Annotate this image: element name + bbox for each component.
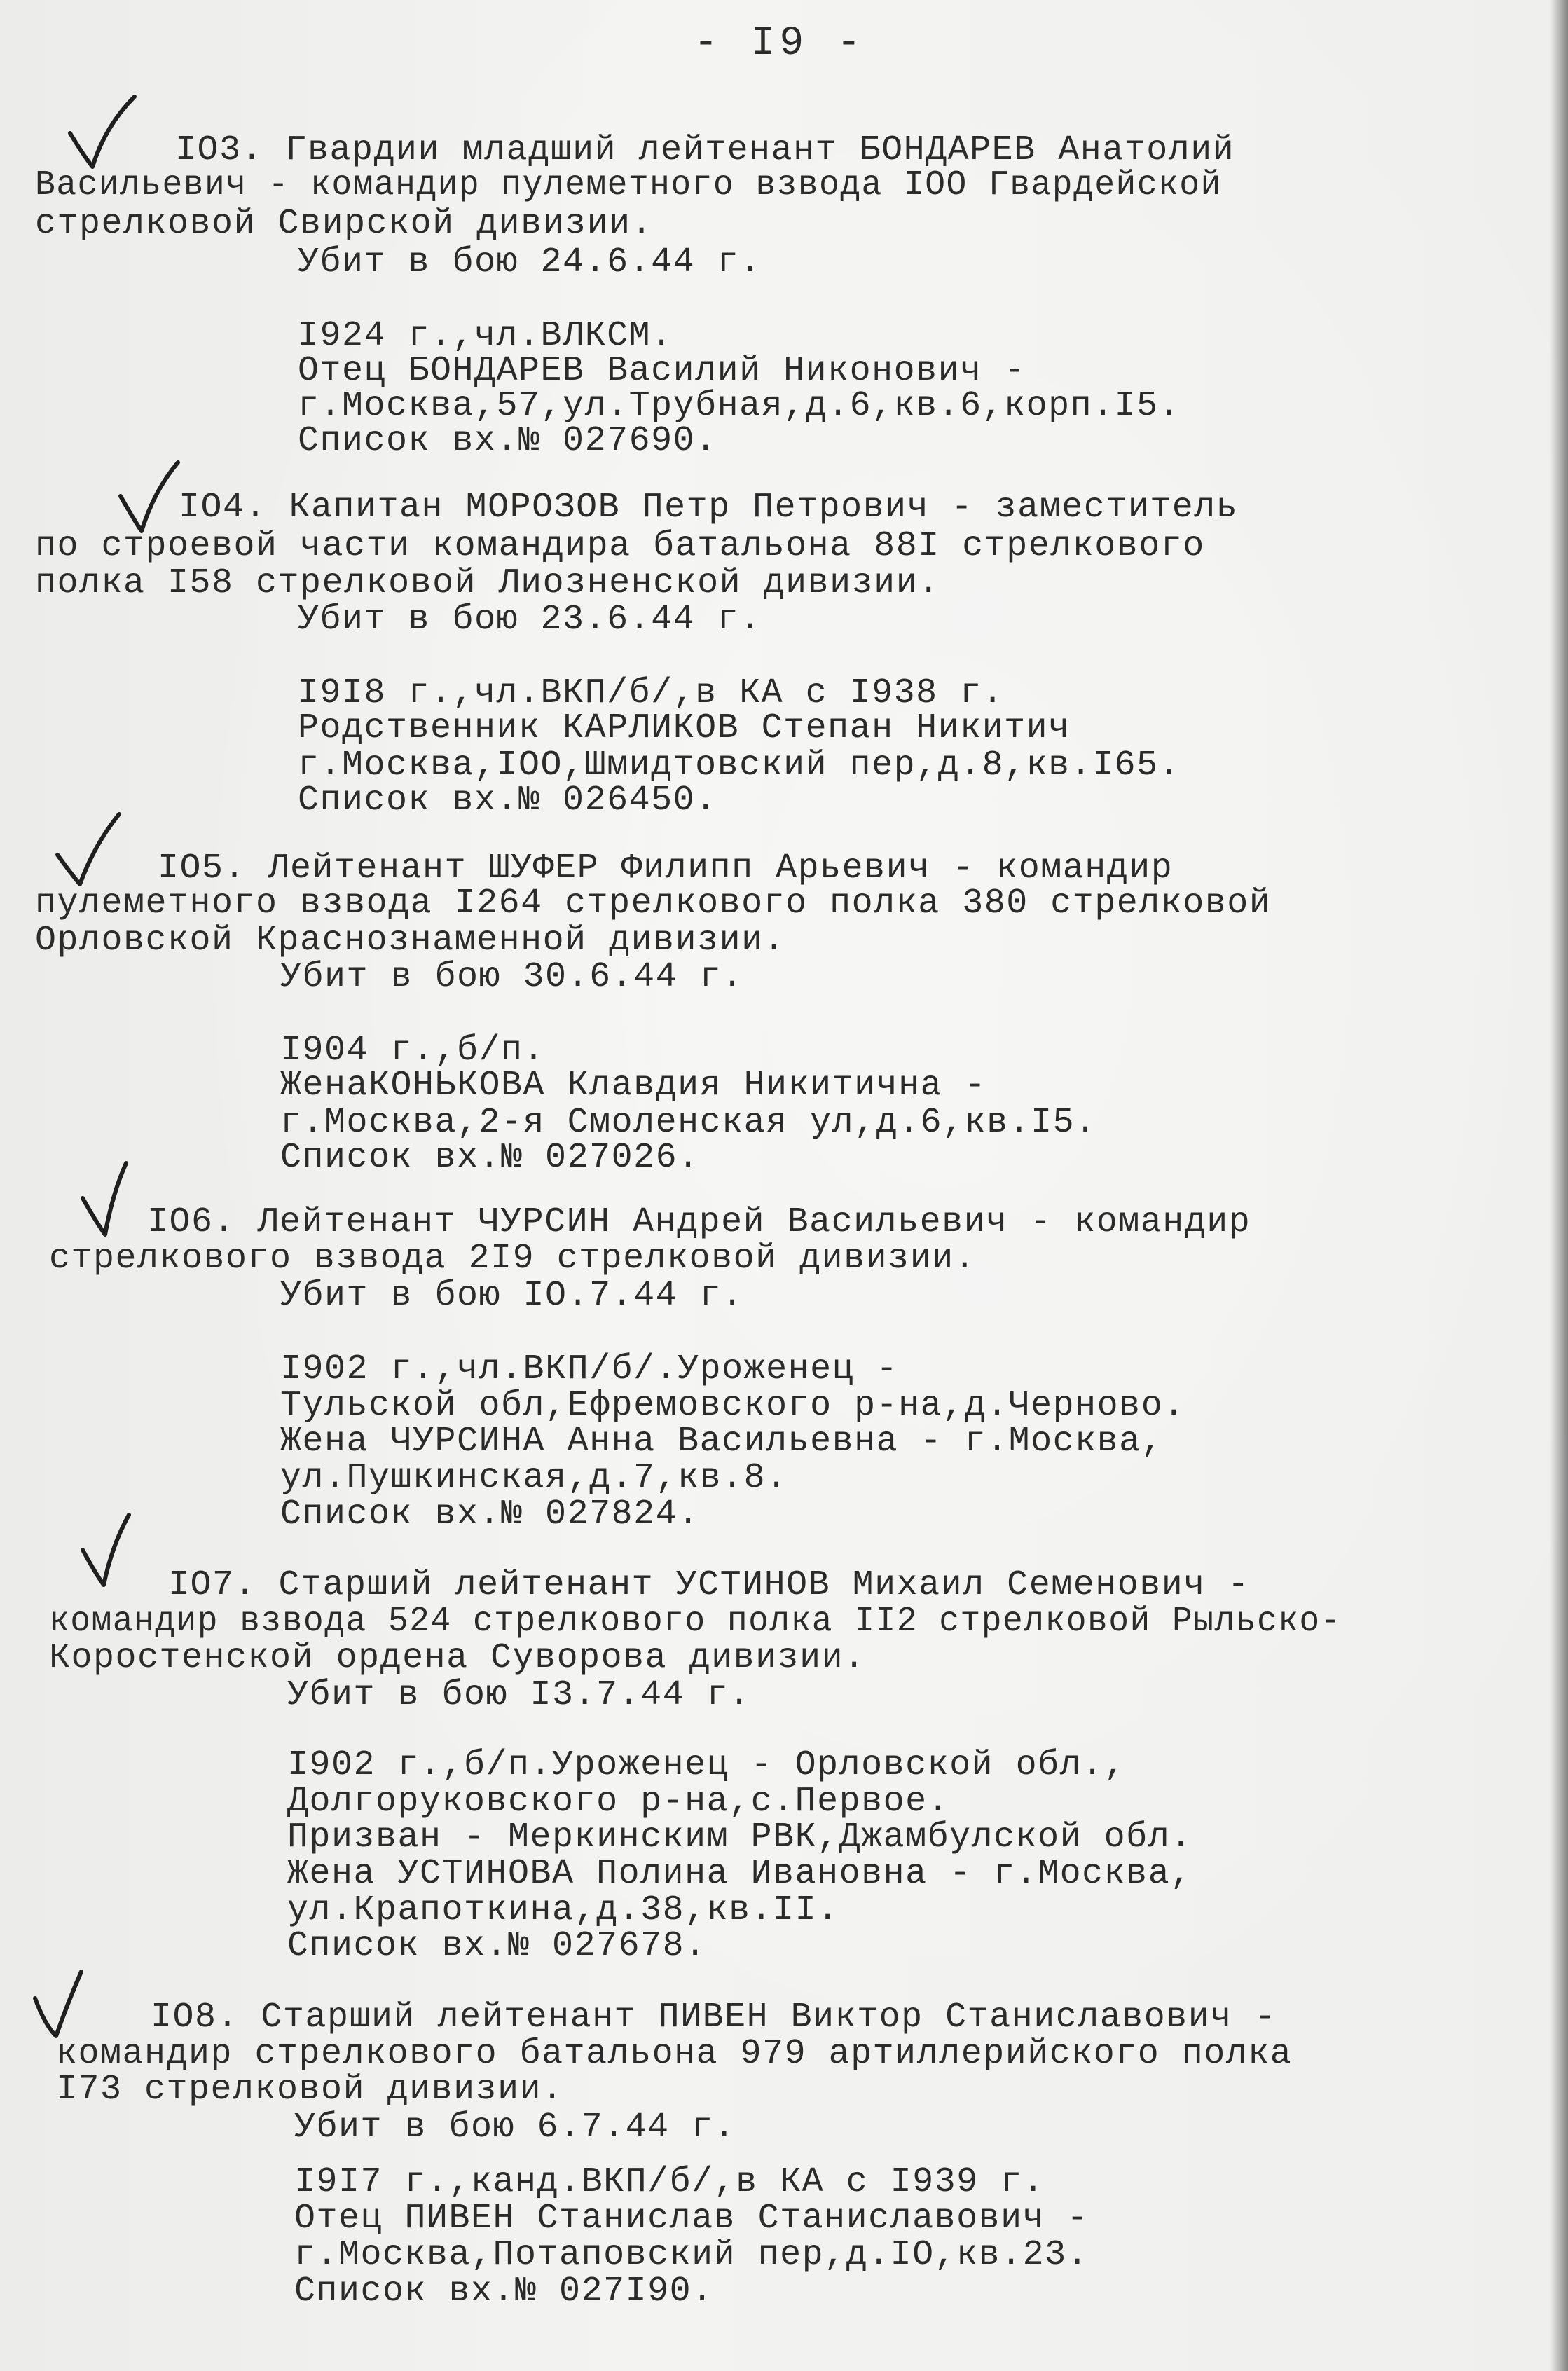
entry-105-line-8: Список вх.№ 027026. bbox=[280, 1138, 700, 1178]
entry-105-line-4: Убит в бою 30.6.44 г. bbox=[280, 957, 744, 997]
entry-108-line-4: Убит в бою 6.7.44 г. bbox=[294, 2108, 736, 2147]
entry-103-line-6: Отец БОНДАРЕВ Василий Никонович - bbox=[298, 351, 1026, 391]
entry-103-line-3: стрелковой Свирской дивизии. bbox=[35, 204, 654, 244]
entry-105-line-6: ЖенаКОНЬКОВА Клавдия Никитична - bbox=[280, 1066, 987, 1106]
entry-106-line-7: ул.Пушкинская,д.7,кв.8. bbox=[280, 1458, 788, 1498]
entry-106-line-8: Список вх.№ 027824. bbox=[280, 1494, 700, 1534]
entry-105-line-7: г.Москва,2-я Смоленская ул,д.6,кв.I5. bbox=[280, 1103, 1097, 1143]
entry-107-line-2: командир взвода 524 стрелкового полка II2 стрелковой Рыльско- bbox=[49, 1602, 1342, 1642]
entry-107-line-1: IO7. Старший лейтенант УСТИНОВ Михаил Семенович - bbox=[168, 1565, 1250, 1605]
entry-108-line-2: командир стрелкового батальона 979 артиллерийского полка bbox=[56, 2034, 1293, 2074]
entry-104-line-5: I9I8 г.,чл.ВКП/б/,в КА с I938 г. bbox=[298, 673, 1005, 713]
entry-105-line-2: пулеметного взвода I264 стрелкового полка 380 стрелковой bbox=[35, 884, 1272, 923]
entry-108-line-6: Отец ПИВЕН Станислав Станиславович - bbox=[294, 2199, 1089, 2239]
entry-108-line-1: IO8. Старший лейтенант ПИВЕН Виктор Станиславович - bbox=[151, 1998, 1277, 2037]
entry-106-line-3: Убит в бою IO.7.44 г. bbox=[280, 1276, 744, 1316]
entry-107-line-9: ул.Крапоткина,д.38,кв.II. bbox=[287, 1890, 839, 1930]
entry-104-line-6: Родственник КАРЛИКОВ Степан Никитич bbox=[298, 708, 1071, 748]
entry-103-line-2: Васильевич - командир пулеметного взвода IOO Гвардейской bbox=[35, 165, 1222, 205]
entry-107-line-5: I902 г.,б/п.Уроженец - Орловской обл., bbox=[287, 1745, 1127, 1785]
entry-107-line-7: Призван - Меркинским РВК,Джамбулской обл. bbox=[287, 1817, 1192, 1857]
entry-104-line-4: Убит в бою 23.6.44 г. bbox=[298, 600, 762, 640]
entry-108-line-8: Список вх.№ 027I90. bbox=[294, 2272, 714, 2311]
entry-103-line-1: IO3. Гвардии младший лейтенант БОНДАРЕВ Анатолий bbox=[175, 130, 1235, 170]
entry-104-line-3: полка I58 стрелковой Лиозненской дивизии. bbox=[35, 563, 940, 603]
entry-106-line-4: I902 г.,чл.ВКП/б/.Уроженец - bbox=[280, 1349, 899, 1389]
entry-105-line-1: IO5. Лейтенант ШУФЕР Филипп Арьевич - командир bbox=[158, 848, 1174, 888]
entry-108-line-5: I9I7 г.,канд.ВКП/б/,в КА с I939 г. bbox=[294, 2162, 1045, 2202]
entry-107-line-3: Коростенской ордена Суворова дивизии. bbox=[49, 1638, 866, 1678]
entry-107-line-8: Жена УСТИНОВА Полина Ивановна - г.Москва, bbox=[287, 1854, 1192, 1894]
entry-108-line-3: I73 стрелковой дивизии. bbox=[56, 2070, 564, 2110]
entry-103-line-4: Убит в бою 24.6.44 г. bbox=[298, 242, 762, 282]
entry-105-line-5: I904 г.,б/п. bbox=[280, 1031, 546, 1071]
entry-104-line-2: по строевой части командира батальона 88I стрелкового bbox=[35, 526, 1205, 566]
entry-104-line-1: IO4. Капитан МОРОЗОВ Петр Петрович - заместитель bbox=[179, 488, 1239, 528]
entry-103-line-5: I924 г.,чл.ВЛКСМ. bbox=[298, 316, 673, 356]
entry-104-line-8: Список вх.№ 026450. bbox=[298, 781, 717, 820]
entry-103-line-7: г.Москва,57,ул.Трубная,д.6,кв.6,корп.I5. bbox=[298, 386, 1181, 426]
check-mark-icon bbox=[70, 1506, 161, 1597]
entry-105-line-3: Орловской Краснознаменной дивизии. bbox=[35, 921, 786, 961]
entry-106-line-6: Жена ЧУРСИНА Анна Васильевна - г.Москва, bbox=[280, 1422, 1164, 1462]
page-edge-shadow bbox=[1550, 0, 1568, 2371]
entry-107-line-6: Долгоруковского р-на,с.Первое. bbox=[287, 1782, 950, 1822]
entry-106-line-5: Тульской обл,Ефремовского р-на,д.Черново. bbox=[280, 1386, 1185, 1426]
entry-108-line-7: г.Москва,Потаповский пер,д.IO,кв.23. bbox=[294, 2235, 1089, 2275]
entry-107-line-10: Список вх.№ 027678. bbox=[287, 1926, 707, 1966]
entry-103-line-8: Список вх.№ 027690. bbox=[298, 421, 717, 461]
entry-106-line-1: IO6. Лейтенант ЧУРСИН Андрей Васильевич - командир bbox=[147, 1202, 1251, 1242]
page-number: - I9 - bbox=[694, 21, 865, 67]
entry-104-line-7: г.Москва,IOO,Шмидтовский пер,д.8,кв.I65. bbox=[298, 745, 1181, 785]
entry-107-line-4: Убит в бою I3.7.44 г. bbox=[287, 1675, 751, 1715]
entry-106-line-2: стрелкового взвода 2I9 стрелковой дивизии. bbox=[49, 1239, 977, 1279]
